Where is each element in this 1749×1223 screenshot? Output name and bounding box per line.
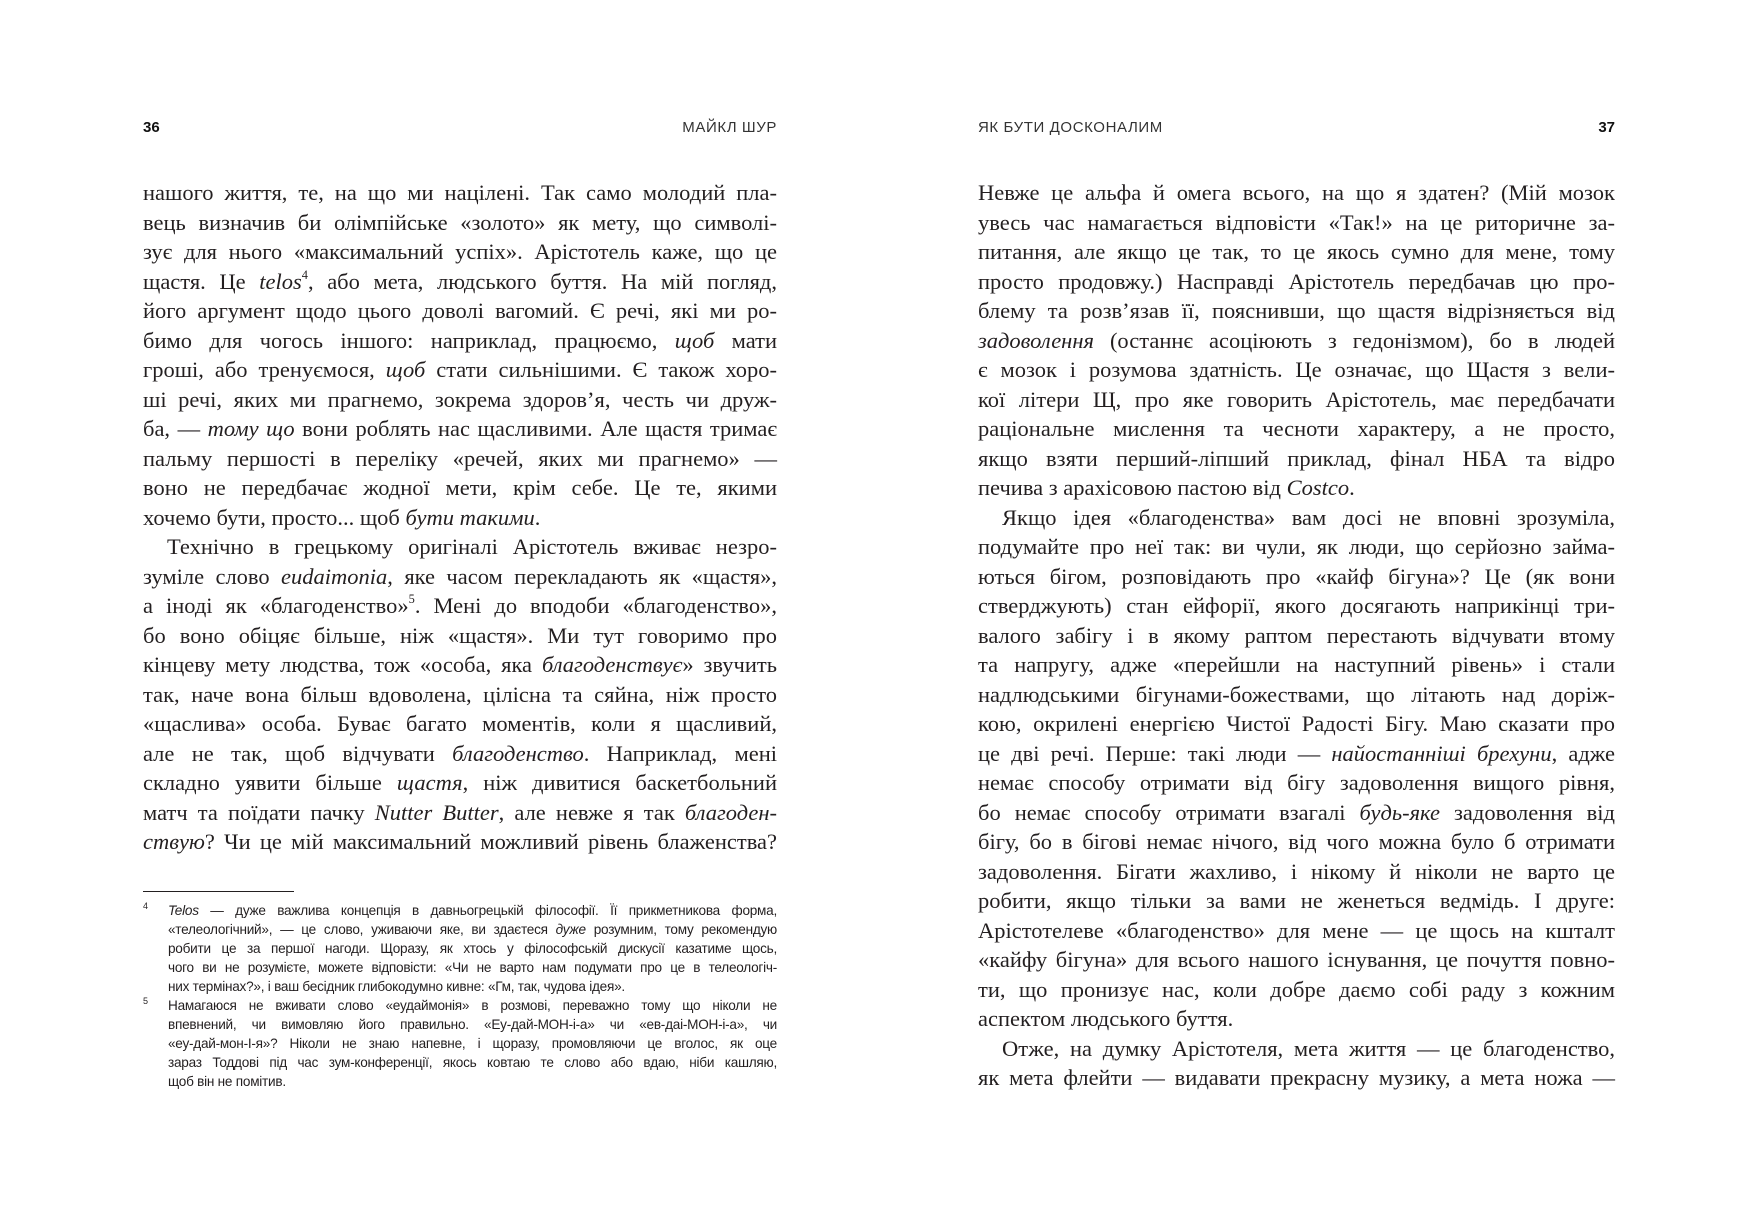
text-run: кінцеву мету людства, тож «особа, яка xyxy=(143,652,542,677)
text-run: ти, що пронизує нас, коли добре даємо собі раду з кожним xyxy=(978,976,1615,1002)
text-run: ші речі, яких ми прагнемо, зокрема здоров’я, честь чи друж- xyxy=(143,386,777,412)
text-run: — дуже важлива концепція в давньогрецькій філософії. Її прикметникова форма, xyxy=(198,903,777,918)
footnote-text xyxy=(168,996,777,1091)
text-line xyxy=(143,503,777,533)
text-line xyxy=(978,768,1615,798)
italic-text: telos xyxy=(259,268,302,294)
text-line xyxy=(143,591,777,621)
text-line xyxy=(978,709,1615,739)
text-line xyxy=(168,1072,777,1091)
text-line xyxy=(168,939,777,958)
italic-text: будь-яке xyxy=(1359,799,1440,825)
text-line xyxy=(143,385,777,415)
text-run: (останнє асоціюють з гедонізмом), бо в людей xyxy=(1093,327,1615,353)
text-run: . Наприклад, мені xyxy=(583,740,777,766)
text-run: , яке часом перекладають як «щастя», xyxy=(387,563,777,589)
text-run: робити це за першої нагоди. Щоразу, як хтось у філософській дискусії казатиме щось, xyxy=(168,941,777,956)
text-run: » звучить xyxy=(682,652,777,677)
text-line xyxy=(143,709,777,739)
italic-text: дуже xyxy=(555,922,586,937)
text-line xyxy=(143,414,777,444)
body-text xyxy=(978,178,1615,1093)
text-line xyxy=(978,296,1615,326)
text-run: вони роблять нас щасливими. Але щастя тримає xyxy=(294,416,777,441)
italic-text: бути такими xyxy=(405,504,535,530)
text-run: складно уявити більше xyxy=(143,770,397,795)
italic-text: задоволення xyxy=(978,327,1094,353)
text-run: Арістотелеве «благоденство» для мене — це щось на кшталт xyxy=(978,917,1615,943)
text-run: Якщо ідея «благоденства» вам досі не вповні зрозуміла, xyxy=(1002,504,1615,530)
text-run: немає способу отримати від бігу задоволення вищого рівня, xyxy=(978,770,1615,795)
text-line xyxy=(143,355,777,385)
text-run: бо немає способу отримати взагалі xyxy=(978,799,1360,825)
text-run: , ніж дивитися баскетбольний xyxy=(462,770,778,795)
text-line xyxy=(978,1004,1615,1034)
text-line xyxy=(143,562,777,592)
text-run: його аргумент щодо цього доволі вагомий. Є речі, які ми ро- xyxy=(143,298,777,323)
italic-text: тому що xyxy=(207,416,295,441)
text-run: так, наче вона більш вдоволена, цілісна та сяйна, ніж просто xyxy=(143,681,777,707)
text-line xyxy=(143,237,777,267)
text-run: . Мені до вподоби «благоденство», xyxy=(414,593,777,618)
text-line xyxy=(978,739,1615,769)
text-line xyxy=(978,267,1615,297)
text-run: пальму першості в переліку «речей, яких ми прагнемо» — xyxy=(143,445,777,471)
italic-text: благоденствує xyxy=(541,652,683,677)
text-run: зуміле слово xyxy=(143,563,282,589)
text-run: , але невже я так xyxy=(498,799,685,825)
text-line xyxy=(978,680,1615,710)
text-run: щастя. Це xyxy=(143,268,260,294)
italic-text: щоб xyxy=(674,327,715,353)
text-line xyxy=(143,621,777,651)
text-line xyxy=(978,532,1615,562)
text-run: задоволення від xyxy=(1440,799,1615,825)
text-line xyxy=(978,591,1615,621)
text-run: «щаслива» особа. Буває багато моментів, коли я щасливий, xyxy=(143,711,777,736)
text-run: раціональне мислення та чесноти характеру, а не просто, xyxy=(978,416,1615,441)
text-run: них термінах?», і ваш бесідник глибокодумно кивне: «Гм, так, чудова ідея». xyxy=(168,979,625,994)
text-run: . xyxy=(534,504,541,530)
text-run: нашого життя, те, на що ми націлені. Так само молодий пла- xyxy=(143,180,777,205)
text-line xyxy=(143,650,777,680)
text-line xyxy=(143,532,777,562)
italic-text: eudaimonia xyxy=(281,563,388,589)
text-line xyxy=(168,901,777,920)
text-run: кої літери Щ, про яке говорить Арістотель, має передбачати xyxy=(978,386,1615,412)
text-run: бо воно обіцяє більше, ніж «щастя». Ми тут говоримо про xyxy=(143,622,777,648)
text-run: як мета флейти — видавати прекрасну музику, а мета ножа — xyxy=(978,1065,1615,1090)
text-run: гроші, або тренуємося, xyxy=(143,357,386,382)
text-run: ба, — xyxy=(143,416,208,441)
italic-text: благоденство xyxy=(452,740,584,766)
footnote-reference: 5 xyxy=(408,592,415,607)
italic-text: благоден- xyxy=(684,799,777,825)
text-run: робити, якщо тільки за вами не женеться ведмідь. І друге: xyxy=(978,888,1615,913)
text-line xyxy=(168,977,777,996)
text-run: Невже це альфа й омега всього, на що я здатен? (Мій мозок xyxy=(978,180,1615,205)
text-run: вець визначив би олімпійське «золото» як мету, що символі- xyxy=(143,209,777,235)
text-run: Намагаюся не вживати слово «еудаймонія» в розмові, переважно тому що ніколи не xyxy=(168,998,777,1013)
page-number: 37 xyxy=(1598,119,1615,136)
italic-text: найостанніші брехуни xyxy=(1331,740,1552,766)
text-run: хочемо бути, просто... щоб xyxy=(143,504,406,530)
text-run: є мозок і розумова здатність. Це означає, що Щастя з вели- xyxy=(978,357,1615,382)
text-line xyxy=(978,178,1615,208)
text-run: матч та поїдати пачку xyxy=(143,799,375,825)
text-run: чого ви не розумієте, можете відповісти: «Чи не варто нам подумати про це в телеологіч- xyxy=(168,960,777,975)
footnote-reference: 4 xyxy=(301,267,308,282)
text-line xyxy=(168,1015,777,1034)
text-run: воно не передбачає жодної мети, крім себе. Це те, якими xyxy=(143,475,777,500)
text-line xyxy=(168,958,777,977)
text-line xyxy=(978,444,1615,474)
footnote-marker: 4 xyxy=(143,901,148,911)
text-line xyxy=(978,355,1615,385)
text-line xyxy=(978,857,1615,887)
body-text xyxy=(143,178,777,857)
text-line xyxy=(168,920,777,939)
text-line xyxy=(978,827,1615,857)
text-run: кою, окрилені енергією Чистої Радості Бігу. Маю сказати про xyxy=(978,711,1615,736)
italic-text: щастя xyxy=(396,770,463,795)
text-run: аспектом людського буття. xyxy=(978,1006,1234,1031)
footnote-rule xyxy=(143,891,294,892)
text-run: а іноді як «благоденство» xyxy=(143,593,409,618)
text-run: питання, але якщо це так, то це якось сумно для мене, тому xyxy=(978,239,1615,264)
text-line xyxy=(168,996,777,1015)
text-line xyxy=(978,975,1615,1005)
italic-text: ствую xyxy=(143,829,205,854)
text-run: подумайте про неї так: ви чули, як люди, що серйозно займа- xyxy=(978,534,1615,559)
text-line xyxy=(143,798,777,828)
text-run: розумним, тому рекомендую xyxy=(585,922,778,937)
text-run: та напругу, адже «перейшли на наступний рівень» і стали xyxy=(978,652,1615,677)
italic-text: Nutter Butter xyxy=(374,799,499,825)
text-line xyxy=(978,650,1615,680)
text-line xyxy=(978,473,1615,503)
italic-text: щоб xyxy=(385,357,426,382)
text-line xyxy=(978,886,1615,916)
text-line xyxy=(978,945,1615,975)
text-line xyxy=(143,827,777,857)
text-line xyxy=(143,178,777,208)
text-run: блему та розв’язав її, пояснивши, що щастя відрізняється від xyxy=(978,298,1615,323)
text-run: просто продовжу.) Насправді Арістотель передбачав цю про- xyxy=(978,268,1615,294)
text-run: якщо взяти перший-ліпший приклад, фінал НБА та відро xyxy=(978,445,1615,471)
footnote-marker: 5 xyxy=(143,996,148,1006)
text-run: увесь час намагається відповісти «Так!» на це риторичне за- xyxy=(978,209,1615,235)
text-line xyxy=(143,739,777,769)
text-run: «телеологічний», — це слово, уживаючи яке, ви здаєтеся xyxy=(168,922,556,937)
text-line xyxy=(143,208,777,238)
footnote-5 xyxy=(143,996,777,1091)
page-number: 36 xyxy=(143,119,160,136)
text-line xyxy=(168,1034,777,1053)
text-run: валого забігу і в якому раптом перестають відчувати втому xyxy=(978,622,1615,648)
text-line xyxy=(978,621,1615,651)
running-head-author: МАЙКЛ ШУР xyxy=(682,119,777,136)
italic-text: Telos xyxy=(168,903,199,918)
text-run: печива з арахісовою пастою від xyxy=(978,475,1287,500)
text-line xyxy=(978,798,1615,828)
text-run: надлюдськими бігунами-божествами, що літають над доріж- xyxy=(978,681,1615,707)
text-line xyxy=(143,267,777,297)
text-run: ? Чи це мій максимальний можливий рівень блаженства? xyxy=(204,829,777,854)
text-run: Технічно в грецькому оригіналі Арістотель вживає незро- xyxy=(167,534,777,559)
text-run: стверджують) стан ейфорії, якого досягають наприкінці три- xyxy=(978,593,1615,618)
italic-text: Costco xyxy=(1286,475,1350,500)
text-run: бігу, бо в бігові немає нічого, від чого можна було б отримати xyxy=(978,829,1615,854)
text-run: але не так, щоб відчувати xyxy=(143,740,453,766)
text-line xyxy=(978,916,1615,946)
text-line xyxy=(978,1063,1615,1093)
text-line xyxy=(168,1053,777,1072)
text-run: ються бігом, розповідають про «кайф бігуна»? Це (як вони xyxy=(978,563,1615,589)
text-line xyxy=(978,503,1615,533)
text-line xyxy=(143,296,777,326)
text-line xyxy=(978,237,1615,267)
text-line xyxy=(978,1034,1615,1064)
text-run: впевнений, чи вимовляю його правильно. «Еу-дай-МОН-і-а» чи «ев-даі-МОН-і-а», чи xyxy=(168,1017,777,1032)
text-run: бимо для чогось іншого: наприклад, працюємо, xyxy=(143,327,675,353)
text-run: «еу-дай-мон-І-я»? Ніколи не знаю напевне, і щоразу, промовляючи це вголос, як оце xyxy=(168,1036,777,1051)
text-line xyxy=(978,385,1615,415)
text-run: «кайфу бігуна» для всього нашого існування, це почуття повно- xyxy=(978,947,1615,972)
footnote-4 xyxy=(143,901,777,996)
text-line xyxy=(143,444,777,474)
text-run: , адже xyxy=(1551,740,1616,766)
text-run: , або мета, людського буття. На мій погляд, xyxy=(307,268,777,294)
text-line xyxy=(143,473,777,503)
text-run: це дві речі. Перше: такі люди — xyxy=(978,740,1332,766)
footnote-text xyxy=(168,901,777,996)
text-line xyxy=(143,768,777,798)
text-line xyxy=(978,208,1615,238)
text-line xyxy=(978,414,1615,444)
text-run: мати xyxy=(714,327,777,353)
text-run: задоволення. Бігати жахливо, і нікому й ніколи не варто це xyxy=(978,858,1615,884)
text-run: зує для нього «максимальний успіх». Арістотель каже, що це xyxy=(143,239,777,264)
text-line xyxy=(978,326,1615,356)
text-run: . xyxy=(1349,475,1355,500)
text-line xyxy=(143,326,777,356)
text-run: Отже, на думку Арістотеля, мета життя — це благоденство, xyxy=(1002,1035,1615,1061)
running-head-title: ЯК БУТИ ДОСКОНАЛИМ xyxy=(978,119,1163,136)
text-run: зараз Тоддові під час зум-конференції, якось ковтаю те слово або вдаю, ніби кашляю, xyxy=(168,1055,777,1070)
text-run: щоб він не помітив. xyxy=(168,1074,286,1089)
text-run: стати сильнішими. Є також хоро- xyxy=(425,357,778,382)
text-line xyxy=(143,680,777,710)
text-line xyxy=(978,562,1615,592)
